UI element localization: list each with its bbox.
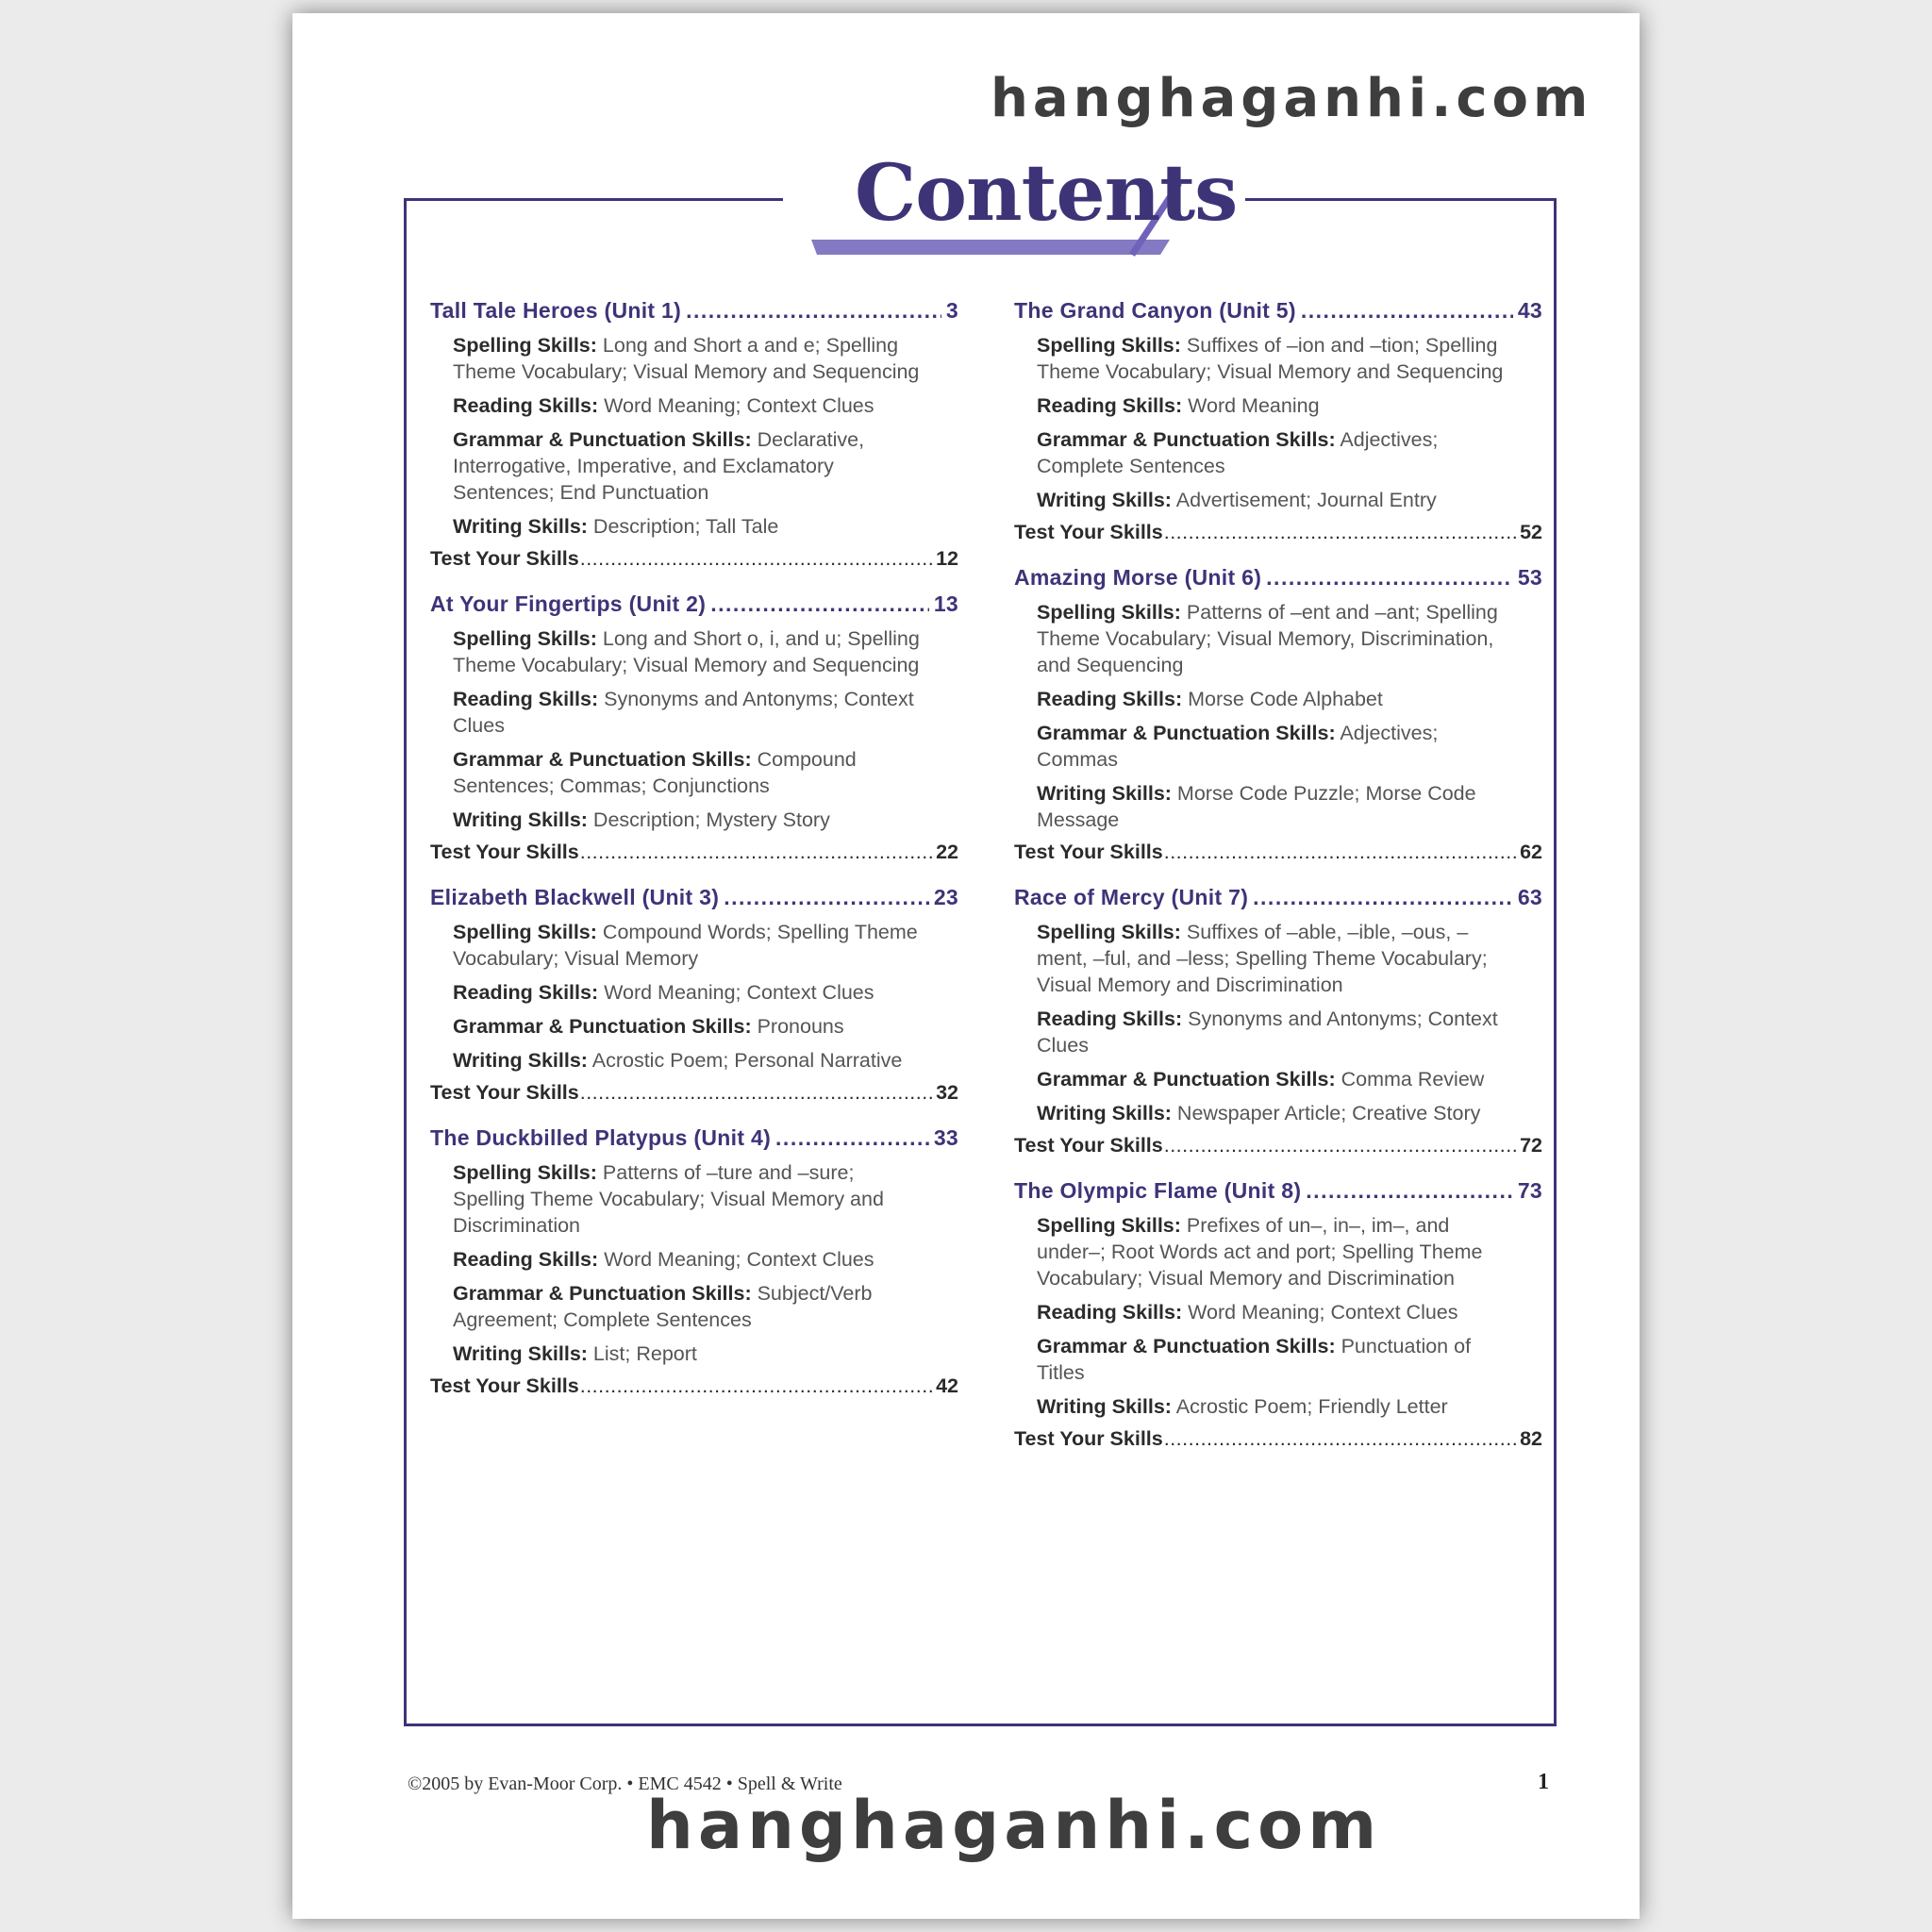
skill-text: Synonyms and Antonyms; Context Clues (1037, 1008, 1498, 1057)
unit-title: Elizabeth Blackwell (Unit 3) (430, 885, 720, 909)
skill-text: Word Meaning; Context Clues (598, 981, 874, 1004)
test-label: Test Your Skills (1014, 1427, 1163, 1450)
unit-page-number: 3 (945, 298, 958, 323)
skill-label: Grammar & Punctuation Skills: (453, 1015, 752, 1038)
skill-text: Morse Code Puzzle; Morse Code Message (1037, 782, 1476, 831)
skill-text: Long and Short o, i, and u; Spelling Theme Vocabulary; Visual Memory and Sequencing (453, 627, 920, 676)
test-label: Test Your Skills (1014, 1134, 1163, 1157)
skill-label: Writing Skills: (453, 1049, 588, 1072)
skill-text: Patterns of –ture and –sure; Spelling Theme Vocabulary; Visual Memory and Discrimination (453, 1161, 884, 1237)
unit-entry (430, 885, 958, 1105)
skill-entry (430, 919, 924, 972)
skill-text: Adjectives; Complete Sentences (1037, 428, 1439, 477)
skill-text: Description; Mystery Story (587, 808, 830, 831)
unit-page-number: 23 (933, 885, 958, 909)
skill-label: Spelling Skills: (1037, 334, 1181, 357)
leader-dots (724, 885, 929, 910)
unit-title: The Grand Canyon (Unit 5) (1014, 298, 1296, 323)
leader-dots (710, 591, 929, 617)
skill-text: Patterns of –ent and –ant; Spelling Theme Vocabulary; Visual Memory, Discrimination, and Sequencing (1037, 601, 1498, 676)
skill-text: Subject/Verb Agreement; Complete Sentences (453, 1282, 873, 1331)
skill-entry (1014, 780, 1508, 833)
skill-text: Morse Code Alphabet (1182, 688, 1383, 710)
test-page-number: 62 (1520, 841, 1542, 863)
unit-page-number: 63 (1517, 885, 1542, 909)
skill-text: Compound Sentences; Commas; Conjunctions (453, 748, 857, 797)
test-page-number: 42 (936, 1374, 958, 1397)
unit-entry (430, 298, 958, 571)
test-label: Test Your Skills (1014, 521, 1163, 543)
skill-label: Reading Skills: (1037, 1301, 1183, 1324)
leader-dots (1266, 565, 1513, 591)
skill-text: List; Report (587, 1342, 697, 1365)
skill-label: Writing Skills: (453, 1342, 588, 1365)
skill-entry (1014, 392, 1508, 419)
leader-dots (1164, 521, 1519, 544)
unit-heading[interactable] (1014, 885, 1542, 910)
skill-entry (1014, 426, 1508, 479)
test-page-number: 32 (936, 1081, 958, 1104)
skill-entry (430, 1047, 924, 1074)
skill-label: Reading Skills: (453, 981, 599, 1004)
skill-text: Word Meaning; Context Clues (598, 1248, 874, 1271)
skill-label: Writing Skills: (1037, 489, 1172, 511)
unit-entry (430, 1125, 958, 1398)
skill-text: Word Meaning (1182, 394, 1320, 417)
skill-label: Spelling Skills: (453, 921, 597, 943)
skill-label: Spelling Skills: (453, 627, 597, 650)
skill-label: Reading Skills: (1037, 1008, 1183, 1030)
skill-text: Acrostic Poem; Friendly Letter (1171, 1395, 1448, 1418)
skill-entry (430, 513, 924, 540)
skill-text: Description; Tall Tale (587, 515, 779, 538)
unit-heading[interactable] (1014, 565, 1542, 591)
skill-text: Word Meaning; Context Clues (598, 394, 874, 417)
test-label: Test Your Skills (430, 841, 579, 863)
unit-page-number: 53 (1517, 565, 1542, 590)
skill-text: Acrostic Poem; Personal Narrative (587, 1049, 903, 1072)
unit-page-number: 73 (1517, 1178, 1542, 1203)
skill-text: Compound Words; Spelling Theme Vocabulary; Visual Memory (453, 921, 918, 970)
skill-entry (430, 392, 924, 419)
leader-dots (1306, 1178, 1513, 1204)
unit-title: The Duckbilled Platypus (Unit 4) (430, 1125, 772, 1150)
unit-title: Amazing Morse (Unit 6) (1014, 565, 1262, 590)
skill-entry (1014, 1100, 1508, 1126)
unit-entry (1014, 885, 1542, 1158)
skill-label: Writing Skills: (453, 515, 588, 538)
skill-text: Suffixes of –ion and –tion; Spelling Theme Vocabulary; Visual Memory and Sequencing (1037, 334, 1504, 383)
skill-label: Grammar & Punctuation Skills: (1037, 722, 1336, 744)
unit-heading[interactable] (430, 591, 958, 617)
skill-label: Spelling Skills: (453, 1161, 597, 1184)
unit-page-number: 13 (933, 591, 958, 616)
page-title: Contents (855, 148, 1238, 239)
unit-heading[interactable] (1014, 1178, 1542, 1204)
unit-title: The Olympic Flame (Unit 8) (1014, 1178, 1302, 1203)
skill-label: Reading Skills: (453, 394, 599, 417)
leader-dots (775, 1125, 929, 1151)
unit-page-number: 43 (1517, 298, 1542, 323)
leader-dots (580, 1081, 935, 1105)
skill-label: Grammar & Punctuation Skills: (1037, 1335, 1336, 1357)
skill-entry (1014, 720, 1508, 773)
skill-text: Prefixes of un–, in–, im–, and under–; Root Words act and port; Spelling Theme Vocabulary; Visual Memory and Discrimination (1037, 1214, 1483, 1290)
skill-text: Declarative, Interrogative, Imperative, and Exclamatory Sentences; End Punctuation (453, 428, 865, 504)
skill-text: Word Meaning; Context Clues (1182, 1301, 1458, 1324)
right-column (1014, 298, 1542, 1472)
skill-text: Newspaper Article; Creative Story (1171, 1102, 1481, 1124)
unit-entry (430, 591, 958, 864)
test-your-skills-line[interactable] (1014, 521, 1542, 544)
test-page-number: 12 (936, 547, 958, 570)
unit-page-number: 33 (933, 1125, 958, 1150)
skill-label: Spelling Skills: (1037, 921, 1181, 943)
test-page-number: 72 (1520, 1134, 1542, 1157)
skill-label: Grammar & Punctuation Skills: (453, 428, 752, 451)
page-number: 1 (1538, 1770, 1549, 1794)
skill-entry (1014, 1299, 1508, 1325)
skill-text: Synonyms and Antonyms; Context Clues (453, 688, 914, 737)
skill-text: Suffixes of –able, –ible, –ous, –ment, –ful, and –less; Spelling Theme Vocabulary; Visual Memory and Discrimination (1037, 921, 1488, 996)
leader-dots (1301, 298, 1513, 324)
skill-label: Writing Skills: (1037, 1395, 1172, 1418)
leader-dots (1253, 885, 1513, 910)
test-label: Test Your Skills (1014, 841, 1163, 863)
skill-entry (1014, 919, 1508, 998)
test-your-skills-line[interactable] (1014, 841, 1542, 864)
skill-text: Long and Short a and e; Spelling Theme Vocabulary; Visual Memory and Sequencing (453, 334, 920, 383)
leader-dots (580, 547, 935, 571)
unit-entry (1014, 565, 1542, 864)
skill-entry (1014, 1066, 1508, 1092)
skill-label: Spelling Skills: (1037, 601, 1181, 624)
skill-entry (430, 625, 924, 678)
unit-heading[interactable] (430, 1125, 958, 1151)
unit-title: Tall Tale Heroes (Unit 1) (430, 298, 682, 323)
skill-label: Grammar & Punctuation Skills: (453, 748, 752, 771)
skill-entry (430, 332, 924, 385)
document-page (292, 13, 1640, 1919)
leader-dots (1164, 1134, 1519, 1158)
test-your-skills-line[interactable] (430, 841, 958, 864)
skill-entry (430, 1013, 924, 1040)
skill-label: Writing Skills: (453, 808, 588, 831)
watermark-bottom: hanghaganhi.com (646, 1787, 1382, 1864)
skill-label: Reading Skills: (1037, 394, 1183, 417)
skill-text: Adjectives; Commas (1037, 722, 1439, 771)
unit-entry (1014, 298, 1542, 544)
skill-label: Spelling Skills: (453, 334, 597, 357)
unit-title: Race of Mercy (Unit 7) (1014, 885, 1249, 909)
test-your-skills-line[interactable] (430, 547, 958, 571)
skill-entry (430, 1159, 924, 1239)
skill-entry (430, 426, 924, 506)
skill-label: Grammar & Punctuation Skills: (1037, 428, 1336, 451)
test-your-skills-line[interactable] (1014, 1427, 1542, 1451)
test-label: Test Your Skills (430, 547, 579, 570)
skill-label: Reading Skills: (453, 1248, 599, 1271)
skill-label: Writing Skills: (1037, 1102, 1172, 1124)
skill-entry (1014, 1333, 1508, 1386)
skill-label: Reading Skills: (453, 688, 599, 710)
left-column (430, 298, 958, 1419)
watermark-top: hanghaganhi.com (991, 68, 1593, 129)
skill-entry (430, 807, 924, 833)
skill-entry (1014, 686, 1508, 712)
skill-label: Grammar & Punctuation Skills: (1037, 1068, 1336, 1091)
leader-dots (1164, 1427, 1519, 1451)
leader-dots (1164, 841, 1519, 864)
unit-title: At Your Fingertips (Unit 2) (430, 591, 707, 616)
copyright-footer: ©2005 by Evan-Moor Corp. • EMC 4542 • Spell & Write (408, 1774, 842, 1794)
unit-heading[interactable] (430, 298, 958, 324)
skill-label: Grammar & Punctuation Skills: (453, 1282, 752, 1305)
skill-entry (1014, 1212, 1508, 1291)
leader-dots (686, 298, 941, 324)
test-label: Test Your Skills (430, 1374, 579, 1397)
test-page-number: 22 (936, 841, 958, 863)
skill-entry (430, 1280, 924, 1333)
test-your-skills-line[interactable] (1014, 1134, 1542, 1158)
skill-entry (1014, 1006, 1508, 1058)
skill-entry (1014, 332, 1508, 385)
skill-entry (430, 1341, 924, 1367)
skill-entry (430, 746, 924, 799)
skill-label: Writing Skills: (1037, 782, 1172, 805)
skill-text: Punctuation of Titles (1037, 1335, 1472, 1384)
test-page-number: 82 (1520, 1427, 1542, 1450)
leader-dots (580, 841, 935, 864)
skill-text: Comma Review (1335, 1068, 1485, 1091)
skill-entry (1014, 1393, 1508, 1420)
unit-heading[interactable] (1014, 298, 1542, 324)
unit-entry (1014, 1178, 1542, 1451)
test-your-skills-line[interactable] (430, 1081, 958, 1105)
skill-text: Advertisement; Journal Entry (1171, 489, 1437, 511)
skill-label: Spelling Skills: (1037, 1214, 1181, 1237)
test-your-skills-line[interactable] (430, 1374, 958, 1398)
skill-text: Pronouns (751, 1015, 844, 1038)
skill-entry (430, 979, 924, 1006)
skill-entry (430, 686, 924, 739)
test-label: Test Your Skills (430, 1081, 579, 1104)
unit-heading[interactable] (430, 885, 958, 910)
test-page-number: 52 (1520, 521, 1542, 543)
skill-entry (1014, 599, 1508, 678)
leader-dots (580, 1374, 935, 1398)
skill-entry (1014, 487, 1508, 513)
skill-entry (430, 1246, 924, 1273)
skill-label: Reading Skills: (1037, 688, 1183, 710)
